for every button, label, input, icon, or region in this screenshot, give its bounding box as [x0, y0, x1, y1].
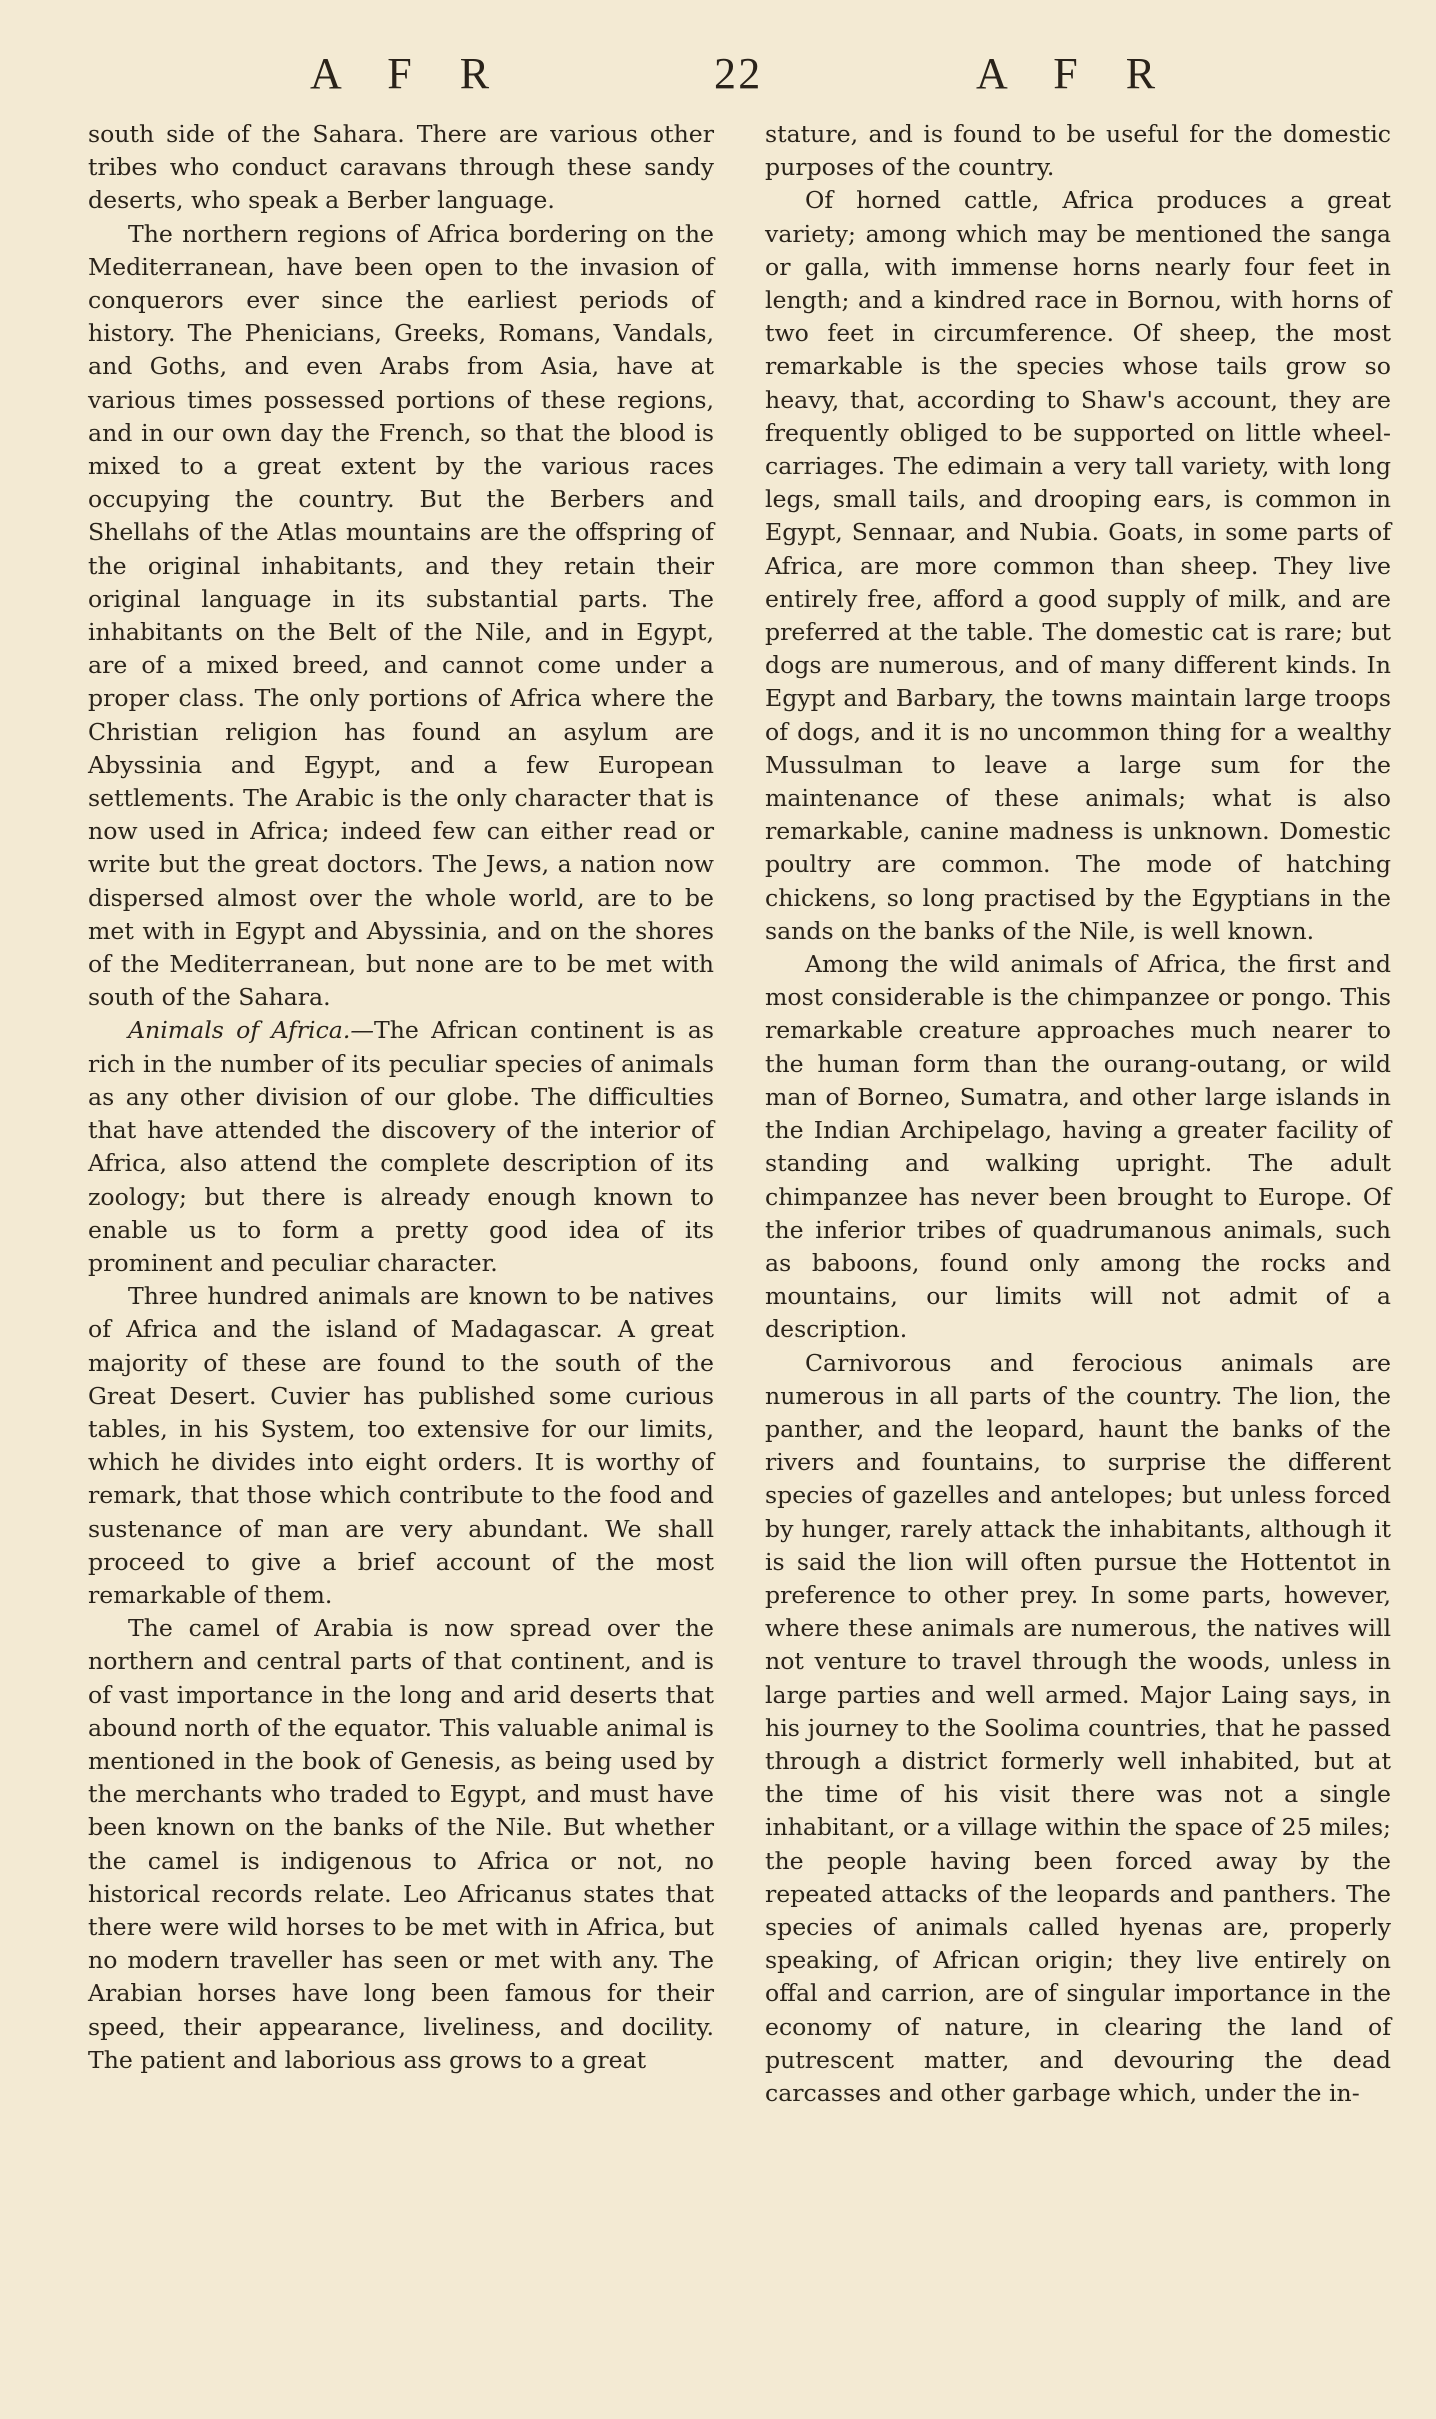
paragraph: Three hundred animals are known to be natives of Africa and the island of Madagascar. A great majority of these are found to the south of the Great Desert. Cuvier has published some curious tables, in his System, too extensive for our limits, which he divides into eight orders. It is worthy of remark, that those which contribute to the food and sustenance of man are very abundant. We shall proceed to give a brief account of the most remarkable of them. [88, 1282, 714, 1609]
paragraph: stature, and is found to be useful for the domestic purposes of the country. [765, 120, 1391, 182]
paragraph: Of horned cattle, Africa produces a great variety; among which may be mentioned the sanga or galla, with immense horns nearly four feet in length; and a kindred race in Bornou, with horns of two feet in circumference. Of sheep, the most remarkable is the species whose tails grow so heavy, that, according to Shaw's account, they are frequently obliged to be supported on little wheel-carriages. The edimain a very tall variety, with long legs, small tails, and drooping ears, is common in Egypt, Sennaar, and Nubia. Goats, in some parts of Africa, are more common than sheep. They live entirely free, afford a good supply of milk, and are preferred at the table. The domestic cat is rare; but dogs are numerous, and of many different kinds. In Egypt and Barbary, the towns maintain large troops of dogs, and it is no uncommon thing for a wealthy Mussulman to leave a large sum for the maintenance of these animals; what is also remarkable, canine madness is unknown. Domestic poultry are common. The mode of hatching chickens, so long practised by the Egyptians in the sands on the banks of the Nile, is well known. [765, 186, 1391, 945]
paragraph-text: The African continent is as rich in the number of its peculiar species of animals as any other division of our globe. The difficulties that have attended the discovery of the interior of Africa, also attend the complete description of its zoology; but there is already enough known to enable us to form a pretty good idea of its prominent and peculiar character. [88, 1016, 714, 1277]
paragraph: south side of the Sahara. There are various other tribes who conduct caravans through these sandy deserts, who speak a Berber language. [88, 120, 714, 215]
left-column [88, 118, 714, 2077]
page-number: 22 [714, 49, 763, 98]
right-column [765, 118, 1391, 2110]
header-left: A F R [310, 49, 508, 98]
paragraph: Among the wild animals of Africa, the first and most considerable is the chimpanzee or pongo. This remarkable creature approaches much nearer to the human form than the ourang-outang, or wild man of Borneo, Sumatra, and other large islands in the Indian Archipelago, having a greater facility of standing and walking upright. The adult chimpanzee has never been brought to Europe. Of the inferior tribes of quadrumanous animals, such as baboons, found only among the rocks and mountains, our limits will not admit of a description. [765, 950, 1391, 1344]
paragraph: The camel of Arabia is now spread over the northern and central parts of that continent, and is of vast importance in the long and arid deserts that abound north of the equator. This valuable animal is mentioned in the book of Genesis, as being used by the merchants who traded to Egypt, and must have been known on the banks of the Nile. But whether the camel is indigenous to Africa or not, no historical records relate. Leo Africanus states that there were wild horses to be met with in Africa, but no modern traveller has seen or met with any. The Arabian horses have long been famous for their speed, their appearance, liveliness, and docility. The patient and laborious ass grows to a great [88, 1614, 714, 2074]
paragraph: Carnivorous and ferocious animals are numerous in all parts of the country. The lion, the panther, and the leopard, haunt the banks of the rivers and fountains, to surprise the different species of gazelles and antelopes; but unless forced by hunger, rarely attack the inhabitants, although it is said the lion will often pursue the Hottentot in preference to other prey. In some parts, however, where these animals are numerous, the natives will not venture to travel through the woods, unless in large parties and well armed. Major Laing says, in his journey to the Soolima countries, that he passed through a district formerly well inhabited, but at the time of his visit there was not a single inhabitant, or a village within the space of 25 miles; the people having been forced away by the repeated attacks of the leopards and panthers. The species of animals called hyenas are, properly speaking, of African origin; they live entirely on offal and carrion, are of singular importance in the economy of nature, in clearing the land of putrescent matter, and devouring the dead carcasses and other garbage which, under the in- [765, 1348, 1391, 2107]
section-heading: Animals of Africa.— [128, 1016, 374, 1045]
running-header [0, 48, 1436, 108]
header-right: A F R [976, 49, 1174, 98]
paragraph: The northern regions of Africa bordering on the Mediterranean, have been open to the invasion of conquerors ever since the earliest periods of history. The Phenicians, Greeks, Romans, Vandals, and Goths, and even Arabs from Asia, have at various times possessed portions of these regions, and in our own day the French, so that the blood is mixed to a great extent by the various races occupying the country. But the Berbers and Shellahs of the Atlas mountains are the offspring of the original inhabitants, and they retain their original language in its substantial parts. The inhabitants on the Belt of the Nile, and in Egypt, are of a mixed breed, and cannot come under a proper class. The only portions of Africa where the Christian religion has found an asylum are Abyssinia and Egypt, and a few European settlements. The Arabic is the only character that is now used in Africa; indeed few can either read or write but the great doctors. The Jews, a nation now dispersed almost over the whole world, are to be met with in Egypt and Abyssinia, and on the shores of the Mediterranean, but none are to be met with south of the Sahara. [88, 219, 714, 1012]
paragraph [88, 1014, 714, 1280]
